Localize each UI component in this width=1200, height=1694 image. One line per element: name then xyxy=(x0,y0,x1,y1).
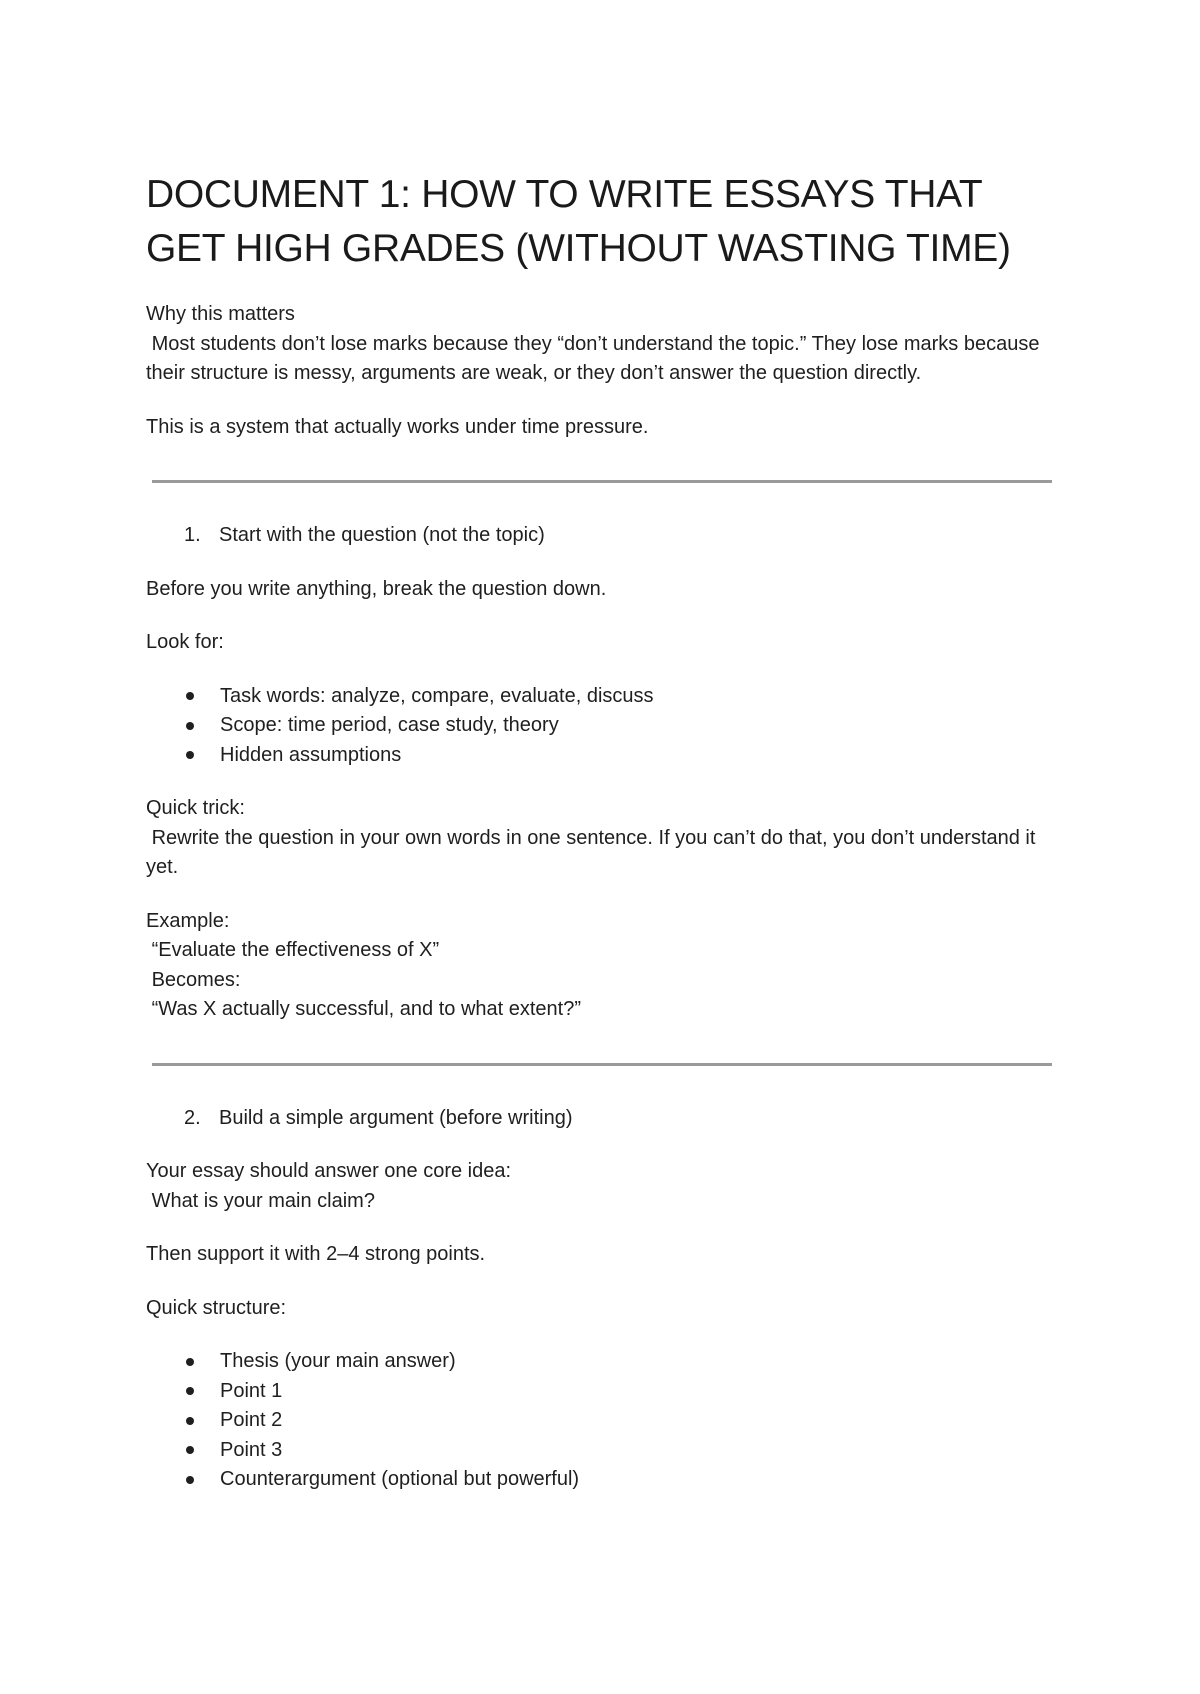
section-2-heading xyxy=(146,1104,1066,1134)
intro-body: Most students don’t lose marks because they “don’t understand the topic.” They lose marks because their structure is messy, arguments are weak, or they don’t answer the question directly. xyxy=(146,332,1046,384)
intro-system-text: This is a system that actually works under time pressure. xyxy=(146,415,649,438)
list-item: Task words: analyze, compare, evaluate, discuss xyxy=(146,682,1066,712)
horizontal-divider xyxy=(152,480,1052,483)
bullet-icon xyxy=(186,1446,194,1454)
section-2-title: Build a simple argument (before writing) xyxy=(219,1106,573,1129)
quick-structure-label: Quick structure: xyxy=(146,1296,287,1319)
section-1-number: 1. xyxy=(184,524,201,546)
list-item: Counterargument (optional but powerful) xyxy=(146,1465,1066,1495)
list-item: Hidden assumptions xyxy=(146,741,1066,771)
section-2-lead-text: Your essay should answer one core idea: xyxy=(146,1160,512,1182)
bullet-icon xyxy=(186,1387,194,1395)
look-for-label: Look for: xyxy=(146,631,224,653)
quick-trick-body: Rewrite the question in your own words in one sentence. If you can’t do that, you don’t understand it yet. xyxy=(146,826,1041,878)
list-item: Point 2 xyxy=(146,1406,1066,1436)
section-1-heading xyxy=(146,521,1066,551)
section-1-lead: Before you write anything, break the question down. xyxy=(146,577,607,600)
example-answer: “Was X actually successful, and to what extent?” xyxy=(146,998,582,1020)
section-1-title: Start with the question (not the topic) xyxy=(219,524,545,546)
quick-trick-label: Quick trick: xyxy=(146,797,245,819)
bullet-icon xyxy=(186,692,194,700)
list-item: Scope: time period, case study, theory xyxy=(146,711,1066,741)
bullet-icon xyxy=(186,751,194,759)
section-2-support: Then support it with 2–4 strong points. xyxy=(146,1243,486,1265)
example-paragraph xyxy=(146,907,1066,1025)
section-2-lead-question: What is your main claim? xyxy=(146,1189,375,1212)
document-page xyxy=(146,168,1066,1519)
example-becomes: Becomes: xyxy=(146,968,241,991)
example-question: “Evaluate the effectiveness of X” xyxy=(146,939,440,961)
list-item: Point 3 xyxy=(146,1436,1066,1466)
horizontal-divider xyxy=(152,1063,1052,1066)
section-2-lead xyxy=(146,1157,1066,1216)
section-2-number: 2. xyxy=(184,1106,201,1129)
quick-structure-list xyxy=(146,1347,1066,1495)
list-item: Thesis (your main answer) xyxy=(146,1347,1066,1377)
list-item: Point 1 xyxy=(146,1377,1066,1407)
quick-trick-paragraph xyxy=(146,794,1066,883)
example-label: Example: xyxy=(146,909,230,932)
bullet-icon xyxy=(186,1476,194,1484)
intro-paragraph xyxy=(146,300,1066,389)
bullet-icon xyxy=(186,1417,194,1425)
look-for-list xyxy=(146,682,1066,771)
bullet-icon xyxy=(186,1358,194,1366)
bullet-icon xyxy=(186,722,194,730)
document-title: DOCUMENT 1: HOW TO WRITE ESSAYS THAT GET HIGH GRADES (WITHOUT WASTING TIME) xyxy=(146,173,1011,270)
intro-heading: Why this matters xyxy=(146,303,295,325)
